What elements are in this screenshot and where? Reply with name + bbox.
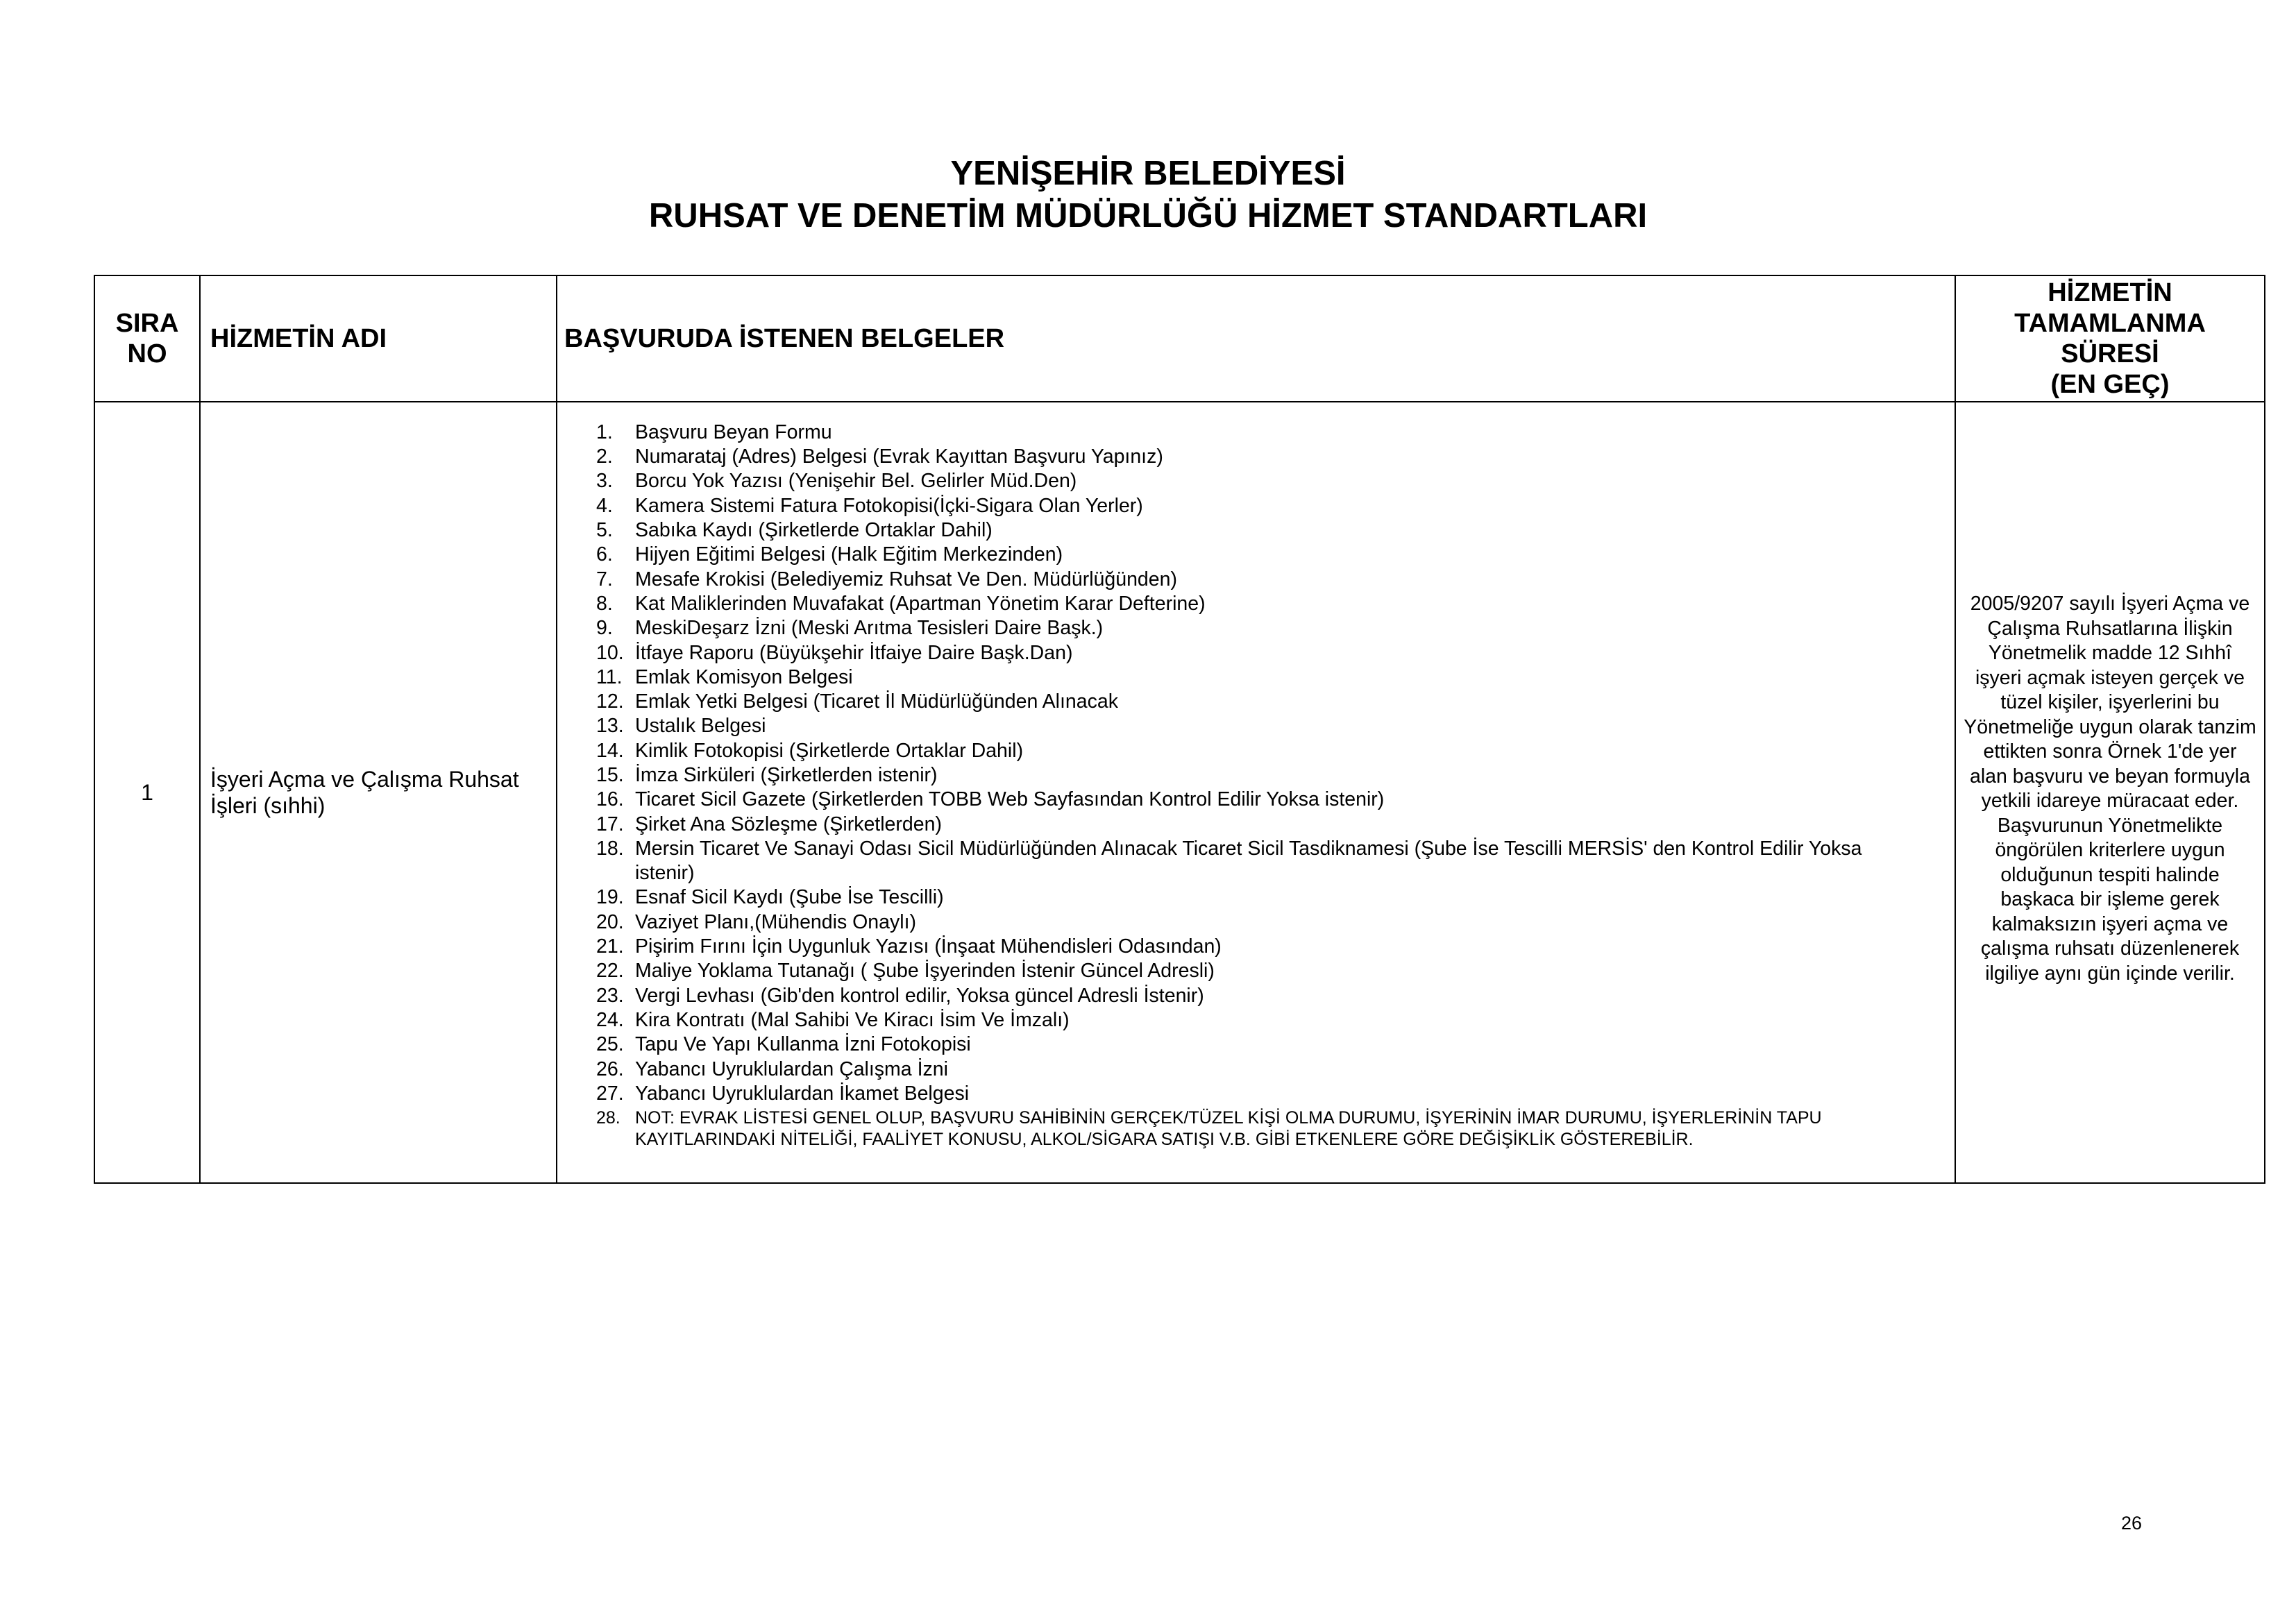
document-list-item	[596, 568, 1913, 592]
document-item-number: 14.	[596, 739, 624, 762]
document-list-item	[596, 592, 1913, 616]
row-required-documents	[557, 402, 1955, 1183]
document-list-item	[596, 420, 1913, 445]
document-item-text: NOT: EVRAK LİSTESİ GENEL OLUP, BAŞVURU SAHİBİNİN GERÇEK/TÜZEL KİŞİ OLMA DURUMU, İŞYERİNİN İMAR DURUMU, İŞYERLERİNİN TAPU KAYITLARINDAKİ NİTELİĞİ, FAALİYET KONUSU, ALKOL/SİGARA SATIŞI V.B. GİBİ ETKENLERE GÖRE DEĞİŞİKLİK GÖSTEREBİLİR.	[635, 1108, 1822, 1150]
organization-title: YENİŞEHİR BELEDİYESİ	[950, 155, 1346, 192]
row-service-name: İşyeri Açma ve Çalışma Ruhsat İşleri (sıhhi)	[200, 402, 557, 1183]
document-item-number: 11.	[596, 665, 623, 688]
document-list-item	[596, 543, 1913, 567]
completion-time-text: 2005/9207 sayılı İşyeri Açma ve Çalışma Ruhsatlarına İlişkin Yönetmelik madde 12 Sıhhî işyeri açmak isteyen gerçek ve tüzel kişiler, işyerlerini bu Yönetmeliğe uygun olarak tanzim ettikten sonra Örnek 1'de yer alan başvuru ve beyan formuyla yetkili idareye müracaat eder. Başvurunun Yönetmelikte öngörülen kriterlere uygun olduğunun tespiti halinde başkaca bir işleme gerek kalmaksızın işyeri açma ve çalışma ruhsatı düzenlenerek ilgiliye aynı gün içinde verilir.	[1964, 593, 2256, 985]
document-item-text: Maliye Yoklama Tutanağı ( Şube İşyerinden İstenir Güncel Adresli)	[635, 960, 1215, 983]
document-item-number: 24.	[596, 1008, 624, 1031]
document-list-item	[596, 518, 1913, 543]
document-list-item	[596, 1082, 1913, 1106]
document-item-number: 3.	[596, 470, 613, 493]
document-item-number: 23.	[596, 984, 624, 1007]
service-standards-table	[94, 275, 2265, 1184]
document-item-text: Kat Maliklerinden Muvafakat (Apartman Yönetim Karar Defterine)	[635, 592, 1206, 615]
document-item-number: 22.	[596, 960, 624, 983]
document-list-item	[596, 788, 1913, 812]
document-item-number: 19.	[596, 886, 624, 909]
column-header-required-documents: BAŞVURUDA İSTENEN BELGELER	[557, 275, 1955, 402]
document-item-number: 12.	[596, 690, 624, 713]
document-item-number: 13.	[596, 715, 624, 738]
document-list-item	[596, 763, 1913, 788]
document-title: RUHSAT VE DENETİM MÜDÜRLÜĞÜ HİZMET STANDARTLARI	[648, 197, 1648, 235]
document-item-text: Ticaret Sicil Gazete (Şirketlerden TOBB Web Sayfasından Kontrol Edilir Yoksa istenir)	[635, 788, 1385, 811]
document-item-text: MeskiDeşarz İzni (Meski Arıtma Tesisleri Daire Başk.)	[635, 617, 1104, 640]
document-list-item	[596, 813, 1913, 837]
document-item-text: Esnaf Sicil Kaydı (Şube İse Tescilli)	[635, 886, 944, 909]
table-header-row	[94, 275, 2265, 402]
document-item-text: Mesafe Krokisi (Belediyemiz Ruhsat Ve Den. Müdürlüğünden)	[635, 568, 1177, 590]
document-item-number: 9.	[596, 617, 613, 640]
required-documents-list	[557, 420, 1955, 1150]
page-number: 26	[2121, 1513, 2143, 1533]
document-item-text: Yabancı Uyruklulardan İkamet Belgesi	[635, 1082, 970, 1105]
row-completion-time	[1955, 402, 2265, 1183]
document-list-item	[596, 665, 1913, 690]
document-item-number: 25.	[596, 1033, 624, 1056]
document-item-number: 2.	[596, 445, 613, 468]
row-sira-no: 1	[94, 402, 200, 1183]
document-item-number: 1.	[596, 420, 613, 443]
document-item-text: Emlak Yetki Belgesi (Ticaret İl Müdürlüğünden Alınacak	[635, 690, 1118, 713]
column-header-time-line: TAMAMLANMA	[2014, 309, 2206, 338]
document-item-number: 27.	[596, 1082, 624, 1105]
document-list-item	[596, 1033, 1913, 1057]
column-header-sira-no	[94, 275, 200, 402]
document-item-number: 28.	[596, 1108, 621, 1128]
document-list-item	[596, 1057, 1913, 1082]
document-item-text: Yabancı Uyruklulardan Çalışma İzni	[635, 1057, 948, 1080]
column-header-completion-time	[1955, 275, 2265, 402]
document-item-text: Başvuru Beyan Formu	[635, 420, 832, 443]
document-item-number: 17.	[596, 813, 624, 835]
document-list-item	[596, 1008, 1913, 1033]
document-item-number: 4.	[596, 494, 613, 517]
document-item-number: 26.	[596, 1057, 624, 1080]
document-list-item	[596, 984, 1913, 1008]
document-item-number: 18.	[596, 837, 624, 860]
document-list-item	[596, 739, 1913, 763]
document-list-item	[596, 641, 1913, 665]
document-list-item	[596, 910, 1913, 935]
document-list-item	[596, 885, 1913, 910]
document-item-text: Vergi Levhası (Gib'den kontrol edilir, Yoksa güncel Adresli İstenir)	[635, 984, 1204, 1007]
document-list-item	[596, 935, 1913, 959]
document-item-text: Şirket Ana Sözleşme (Şirketlerden)	[635, 813, 942, 835]
table-row	[94, 402, 2265, 1183]
document-item-text: Kamera Sistemi Fatura Fotokopisi(İçki-Sigara Olan Yerler)	[635, 494, 1143, 517]
document-item-number: 20.	[596, 910, 624, 933]
document-item-text: Pişirim Fırını İçin Uygunluk Yazısı (İnşaat Mühendisleri Odasından)	[635, 935, 1222, 958]
column-header-time-line: (EN GEÇ)	[2050, 370, 2170, 399]
column-header-no-line: NO	[127, 339, 167, 368]
document-list-item	[596, 616, 1913, 640]
document-item-text: Sabıka Kaydı (Şirketlerde Ortaklar Dahil)	[635, 519, 993, 542]
document-item-number: 5.	[596, 519, 613, 542]
document-item-text: İtfaye Raporu (Büyükşehir İtfaiye Daire Başk.Dan)	[635, 641, 1073, 664]
document-item-text: Numarataj (Adres) Belgesi (Evrak Kayıttan Başvuru Yapınız)	[635, 445, 1163, 468]
document-item-text: Tapu Ve Yapı Kullanma İzni Fotokopisi	[635, 1033, 971, 1056]
document-list-item	[596, 494, 1913, 518]
document-item-text: Mersin Ticaret Ve Sanayi Odası Sicil Müdürlüğünden Alınacak Ticaret Sicil Tasdiknamesi (Şube İse Tescilli MERSİS' den Kontrol Edilir Yoksa istenir)	[635, 837, 1862, 885]
document-item-text: İmza Sirküleri (Şirketlerden istenir)	[635, 764, 938, 786]
document-list-item	[596, 1106, 1913, 1150]
column-header-time-line: HİZMETİN	[2048, 278, 2172, 307]
column-header-time-line: SÜRESİ	[2061, 339, 2159, 368]
document-item-number: 7.	[596, 568, 613, 590]
document-item-number: 21.	[596, 935, 624, 958]
document-item-text: Kimlik Fotokopisi (Şirketlerde Ortaklar Dahil)	[635, 739, 1024, 762]
document-list-item	[596, 959, 1913, 983]
document-list-item	[596, 837, 1913, 886]
document-item-number: 10.	[596, 641, 624, 664]
document-list-item	[596, 690, 1913, 714]
column-header-sira-line: SIRA	[115, 309, 179, 338]
document-item-text: Borcu Yok Yazısı (Yenişehir Bel. Gelirler Müd.Den)	[635, 470, 1077, 493]
document-item-number: 16.	[596, 788, 624, 811]
document-list-item	[596, 445, 1913, 469]
document-item-text: Emlak Komisyon Belgesi	[635, 665, 853, 688]
document-item-text: Ustalık Belgesi	[635, 715, 766, 738]
document-item-text: Hijyen Eğitimi Belgesi (Halk Eğitim Merkezinden)	[635, 543, 1063, 566]
column-header-service-name: HİZMETİN ADI	[200, 275, 557, 402]
document-item-number: 8.	[596, 592, 613, 615]
document-list-item	[596, 469, 1913, 493]
document-item-number: 6.	[596, 543, 613, 566]
document-list-item	[596, 714, 1913, 738]
document-item-number: 15.	[596, 764, 624, 786]
document-item-text: Vaziyet Planı,(Mühendis Onaylı)	[635, 910, 916, 933]
document-item-text: Kira Kontratı (Mal Sahibi Ve Kiracı İsim Ve İmzalı)	[635, 1008, 1070, 1031]
